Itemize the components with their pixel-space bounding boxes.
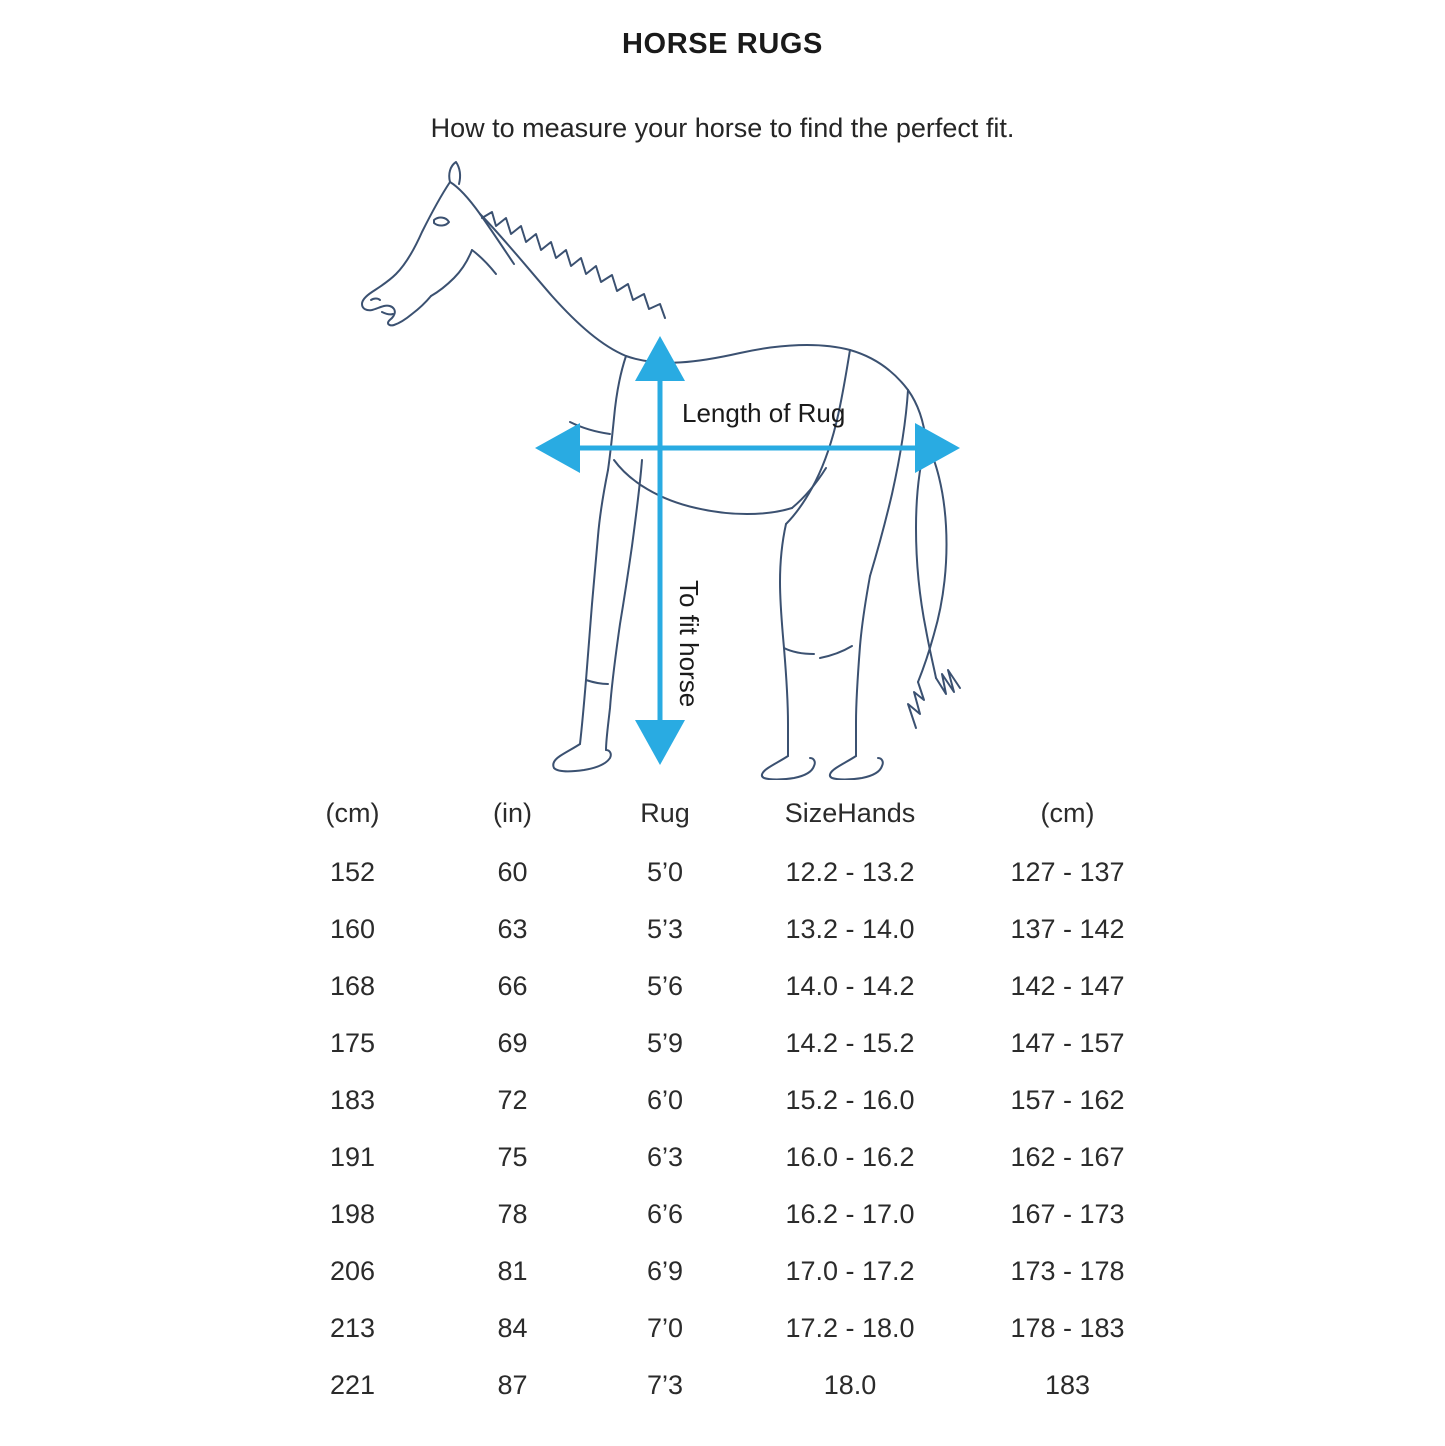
cell-rug-in: 63 bbox=[497, 914, 528, 944]
page-title: HORSE RUGS bbox=[622, 28, 823, 60]
horse-measurement-diagram bbox=[330, 160, 1120, 780]
cell-height-cm: 142 - 147 bbox=[1010, 971, 1125, 1001]
cell-rug-in: 78 bbox=[497, 1199, 528, 1229]
cell-height-cm: 167 - 173 bbox=[1010, 1199, 1125, 1229]
length-of-rug-label: Length of Rug bbox=[682, 398, 846, 428]
cell-size-hands: 15.2 - 16.0 bbox=[785, 1085, 915, 1115]
cell-rug-cm: 183 bbox=[329, 1085, 376, 1115]
table-row bbox=[268, 1300, 1178, 1357]
size-table bbox=[268, 782, 1178, 1414]
cell-rug-cm: 213 bbox=[329, 1313, 376, 1343]
cell-size-hands: 14.0 - 14.2 bbox=[785, 971, 915, 1001]
cell-height-cm: 183 bbox=[1044, 1370, 1091, 1400]
cell-rug-in: 69 bbox=[497, 1028, 528, 1058]
column-header-rug-in: (in) bbox=[493, 797, 532, 828]
cell-size-hands: 16.2 - 17.0 bbox=[785, 1199, 915, 1229]
cell-height-cm: 137 - 142 bbox=[1010, 914, 1125, 944]
cell-size-hands: 13.2 - 14.0 bbox=[785, 914, 915, 944]
cell-height-cm: 147 - 157 bbox=[1010, 1028, 1125, 1058]
cell-rug-in: 60 bbox=[497, 857, 528, 887]
cell-rug-size: 5’9 bbox=[646, 1028, 684, 1058]
cell-height-cm: 127 - 137 bbox=[1010, 857, 1125, 887]
table-row bbox=[268, 844, 1178, 901]
table-row bbox=[268, 1129, 1178, 1186]
column-header-height-cm: (cm) bbox=[1040, 797, 1095, 828]
cell-rug-size: 5’0 bbox=[646, 857, 684, 887]
cell-rug-cm: 160 bbox=[329, 914, 376, 944]
column-header-rug-cm: (cm) bbox=[325, 797, 380, 828]
cell-height-cm: 157 - 162 bbox=[1010, 1085, 1125, 1115]
table-row bbox=[268, 958, 1178, 1015]
cell-size-hands: 16.0 - 16.2 bbox=[785, 1142, 915, 1172]
cell-rug-in: 81 bbox=[497, 1256, 528, 1286]
column-header-size-hands: SizeHands bbox=[784, 797, 916, 828]
table-row bbox=[268, 1015, 1178, 1072]
cell-rug-cm: 221 bbox=[329, 1370, 376, 1400]
cell-rug-in: 75 bbox=[497, 1142, 528, 1172]
cell-rug-in: 66 bbox=[497, 971, 528, 1001]
table-row bbox=[268, 1072, 1178, 1129]
page-subtitle: How to measure your horse to find the perfect fit. bbox=[430, 113, 1015, 143]
table-row bbox=[268, 1186, 1178, 1243]
table-row bbox=[268, 1243, 1178, 1300]
cell-rug-size: 5’3 bbox=[646, 914, 684, 944]
cell-rug-cm: 168 bbox=[329, 971, 376, 1001]
cell-height-cm: 173 - 178 bbox=[1010, 1256, 1125, 1286]
cell-size-hands: 17.0 - 17.2 bbox=[785, 1256, 915, 1286]
cell-size-hands: 14.2 - 15.2 bbox=[785, 1028, 915, 1058]
cell-height-cm: 178 - 183 bbox=[1010, 1313, 1125, 1343]
cell-rug-size: 7’0 bbox=[646, 1313, 684, 1343]
table-row bbox=[268, 901, 1178, 958]
cell-rug-size: 5’6 bbox=[646, 971, 684, 1001]
cell-rug-size: 6’9 bbox=[646, 1256, 684, 1286]
cell-rug-in: 84 bbox=[497, 1313, 528, 1343]
size-table-wrap bbox=[0, 782, 1445, 1414]
cell-rug-cm: 175 bbox=[329, 1028, 376, 1058]
cell-rug-cm: 206 bbox=[329, 1256, 376, 1286]
to-fit-horse-label: To fit horse bbox=[674, 580, 704, 708]
cell-rug-size: 6’0 bbox=[646, 1085, 684, 1115]
cell-rug-size: 6’6 bbox=[646, 1199, 684, 1229]
cell-size-hands: 17.2 - 18.0 bbox=[785, 1313, 915, 1343]
cell-rug-cm: 191 bbox=[329, 1142, 376, 1172]
cell-rug-size: 7’3 bbox=[646, 1370, 684, 1400]
cell-size-hands: 12.2 - 13.2 bbox=[785, 857, 915, 887]
cell-height-cm: 162 - 167 bbox=[1010, 1142, 1125, 1172]
column-header-rug-size: Rug bbox=[640, 797, 690, 828]
cell-rug-size: 6’3 bbox=[646, 1142, 684, 1172]
table-row bbox=[268, 1357, 1178, 1414]
cell-rug-in: 87 bbox=[497, 1370, 528, 1400]
cell-rug-cm: 198 bbox=[329, 1199, 376, 1229]
table-header-row bbox=[268, 782, 1178, 844]
cell-rug-in: 72 bbox=[497, 1085, 528, 1115]
cell-size-hands: 18.0 bbox=[823, 1370, 877, 1400]
cell-rug-cm: 152 bbox=[329, 857, 376, 887]
